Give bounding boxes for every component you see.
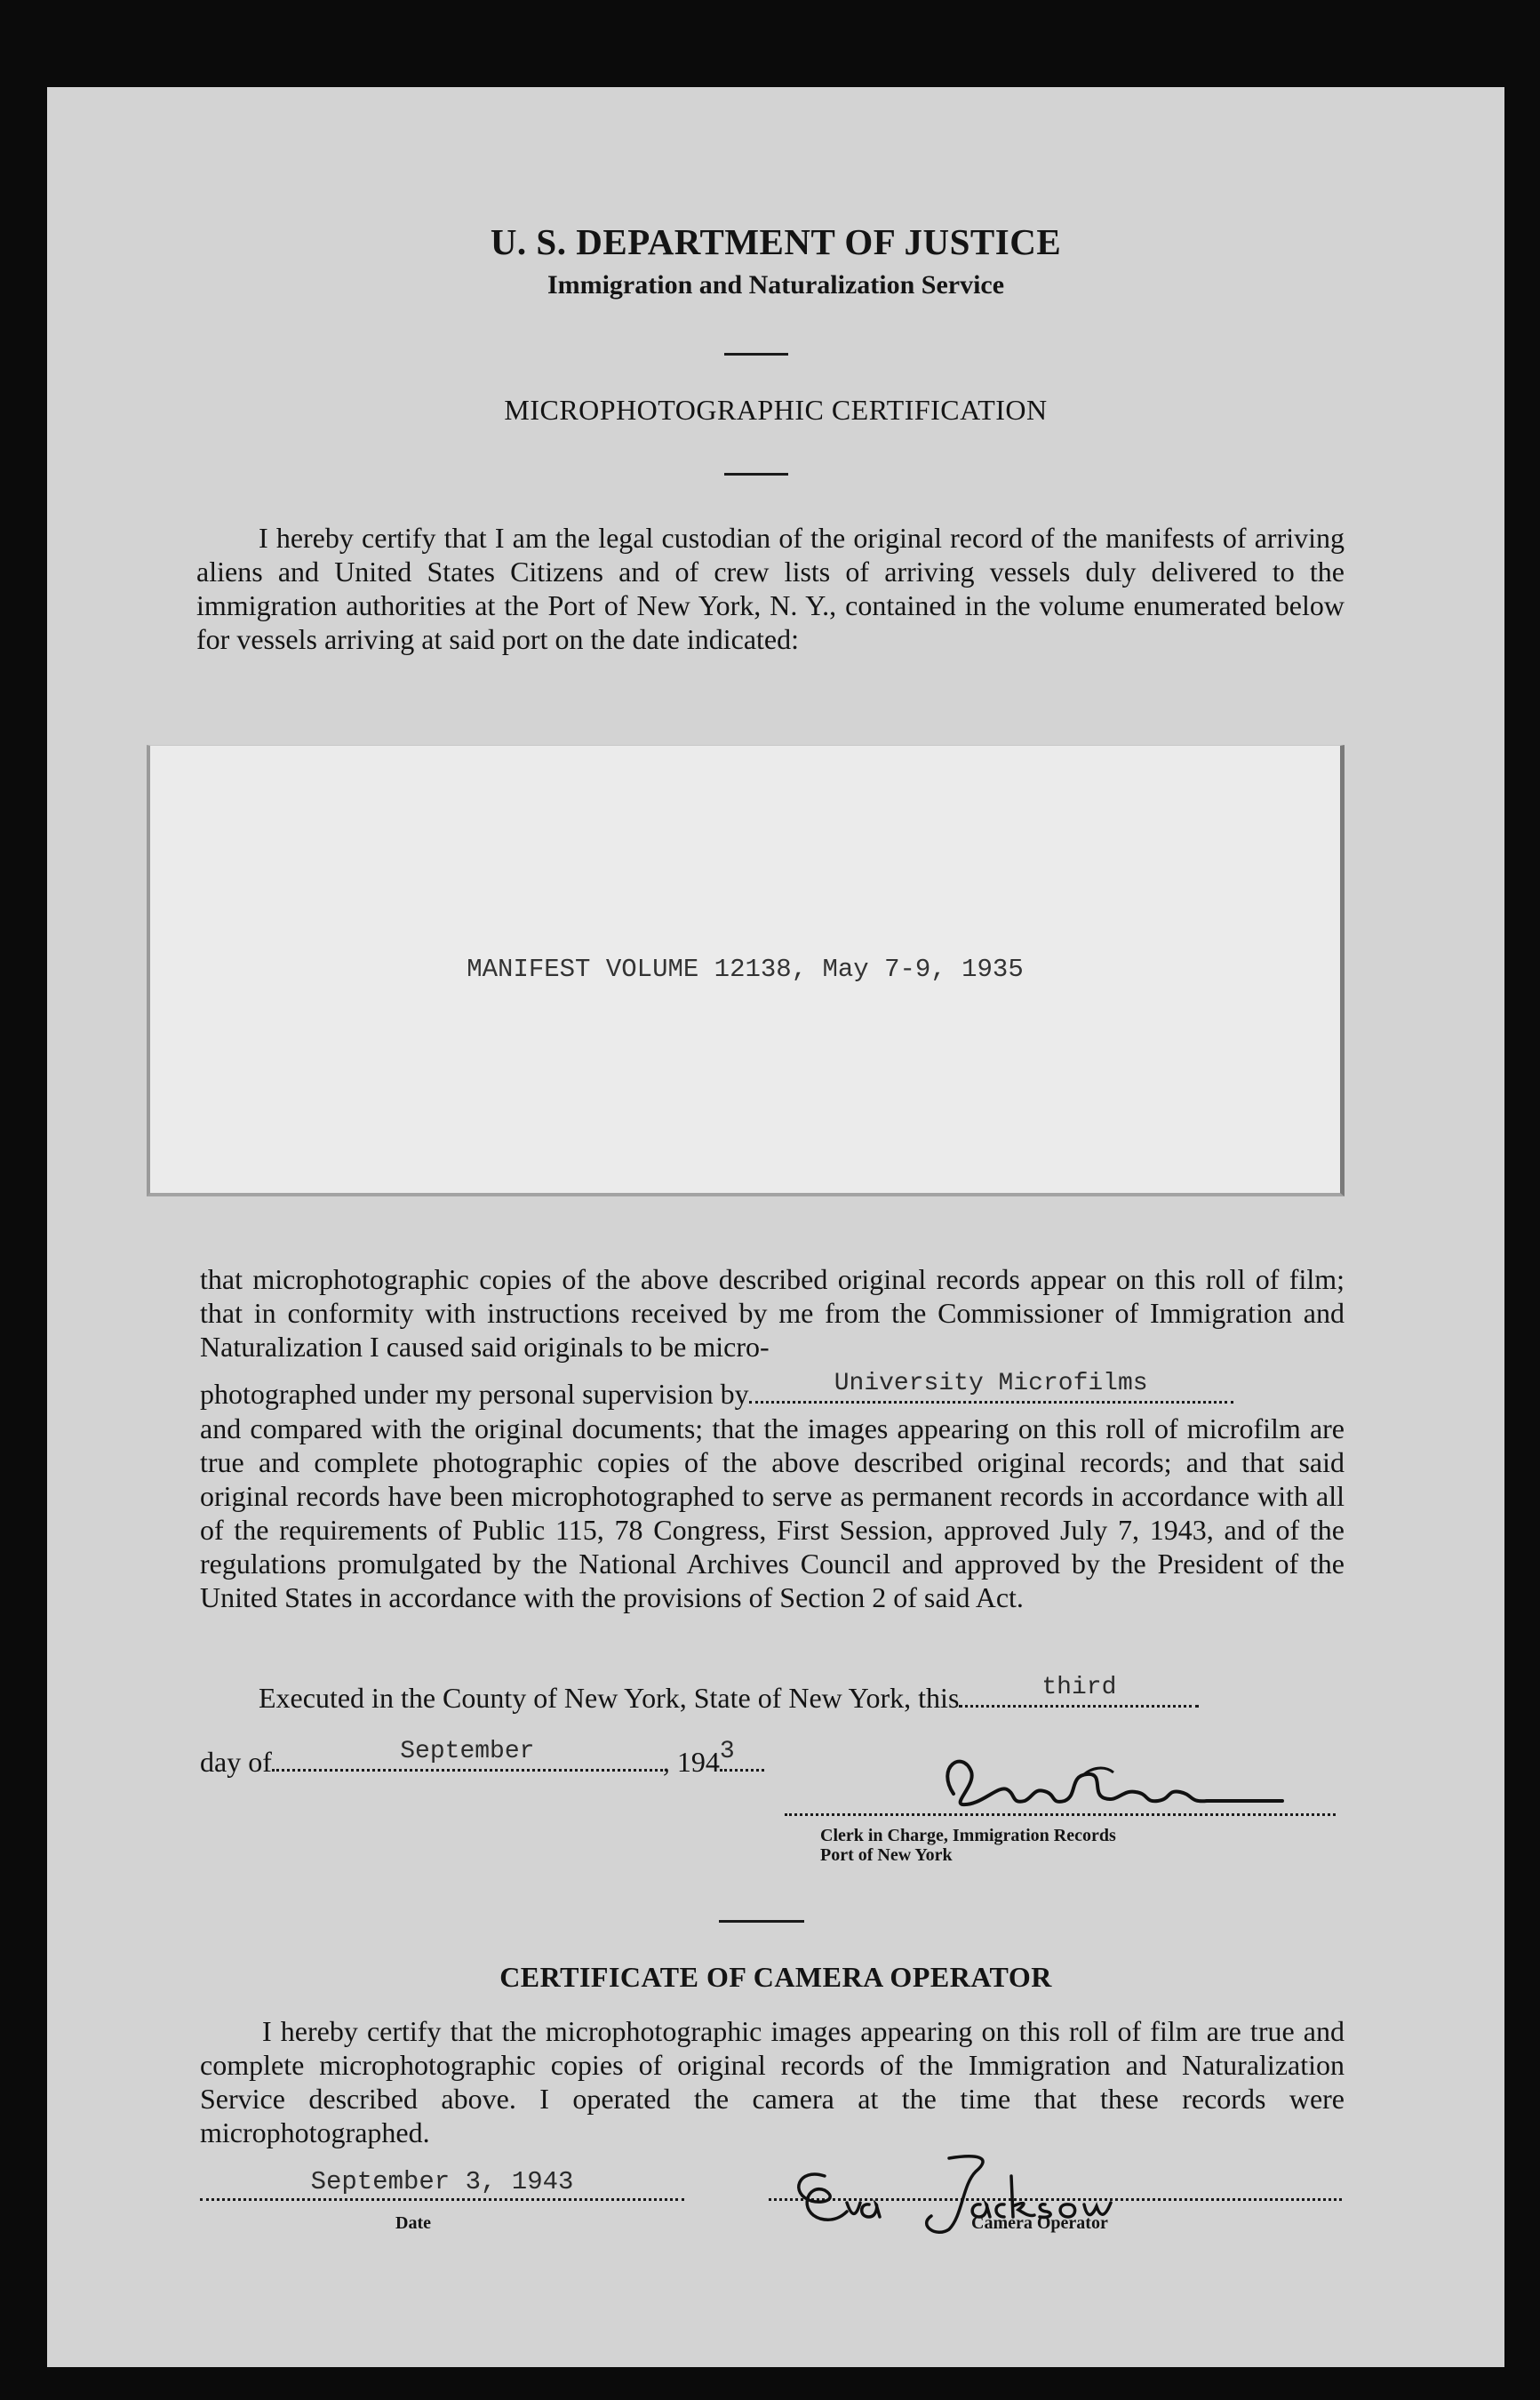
body-paragraph-part1: that microphotographic copies of the above described original records appear on this roll of film; that in conformity with instructions received by me from the Commissioner of Immigration and Naturalization I caused said originals to be micro- [200,1263,1345,1363]
camera-certificate-title: CERTIFICATE OF CAMERA OPERATOR [499,1961,1052,1993]
camera-operator-label: Camera Operator [971,2213,1108,2233]
execution-month-field [272,1738,663,1772]
day-of-label: day of [200,1746,272,1778]
supervision-field [749,1370,1233,1404]
day-of-line [200,1738,764,1779]
divider [719,1920,804,1923]
camera-date-value: September 3, 1943 [310,2167,574,2196]
execution-month-value: September [400,1738,535,1765]
execution-day-field [959,1674,1199,1708]
supervision-prefix: photographed under my personal supervision by [200,1378,749,1410]
body-paragraph-part2: and compared with the original documents; that the images appearing on this roll of microfilm are true and complete photographic copies of the above described original records; and that said original records have been microphotographed to serve as permanent records in accordance with all of the requirements of Public 115, 78 Congress, First Session, approved July 7, 1943, and of the regulations promulgated by the National Archives Council and approved by the President of the United States in accordance with the provisions of Section 2 of said Act. [200,1412,1345,1613]
clerk-title-line1: Clerk in Charge, Immigration Records [820,1826,1116,1845]
camera-paragraph: I hereby certify that the microphotographic images appearing on this roll of film are true and complete microphotographic copies of original records of the Immigration and Naturalization Service described above. I operated the camera at the time that these records were microphotographed. [200,2015,1345,2148]
manifest-volume-label: MANIFEST VOLUME 12138, May 7-9, 1935 [467,955,1024,984]
execution-prefix: Executed in the County of New York, State of New York, this [259,1682,960,1714]
record-label-card [147,745,1345,1196]
supervision-value: University Microfilms [834,1370,1148,1397]
year-prefix: , 194 [662,1746,720,1778]
clerk-signature [900,1740,1327,1829]
intro-paragraph: I hereby certify that I am the legal custodian of the original record of the manifests of arriving aliens and United States Citizens and of crew lists of arriving vessels duly delivered to the immigration authorities at the Port of New York, N. Y., contained in the volume enumerated below for vessels arriving at said port on the date indicated: [196,522,1345,655]
divider [724,473,788,476]
supervision-line [200,1370,1233,1411]
year-field [719,1738,764,1772]
divider [724,353,788,356]
camera-date-label: Date [395,2213,431,2233]
service-subtitle: Immigration and Naturalization Service [547,270,1005,300]
year-digit: 3 [719,1738,735,1765]
certification-title: MICROPHOTOGRAPHIC CERTIFICATION [504,394,1048,426]
clerk-signature-line [785,1813,1336,1816]
execution-line [259,1674,1199,1715]
clerk-title-line2: Port of New York [820,1845,953,1865]
execution-day-value: third [1041,1674,1117,1701]
camera-date-line [200,2198,684,2201]
certificate-sheet [47,87,1504,2367]
department-title: U. S. DEPARTMENT OF JUSTICE [490,221,1062,262]
